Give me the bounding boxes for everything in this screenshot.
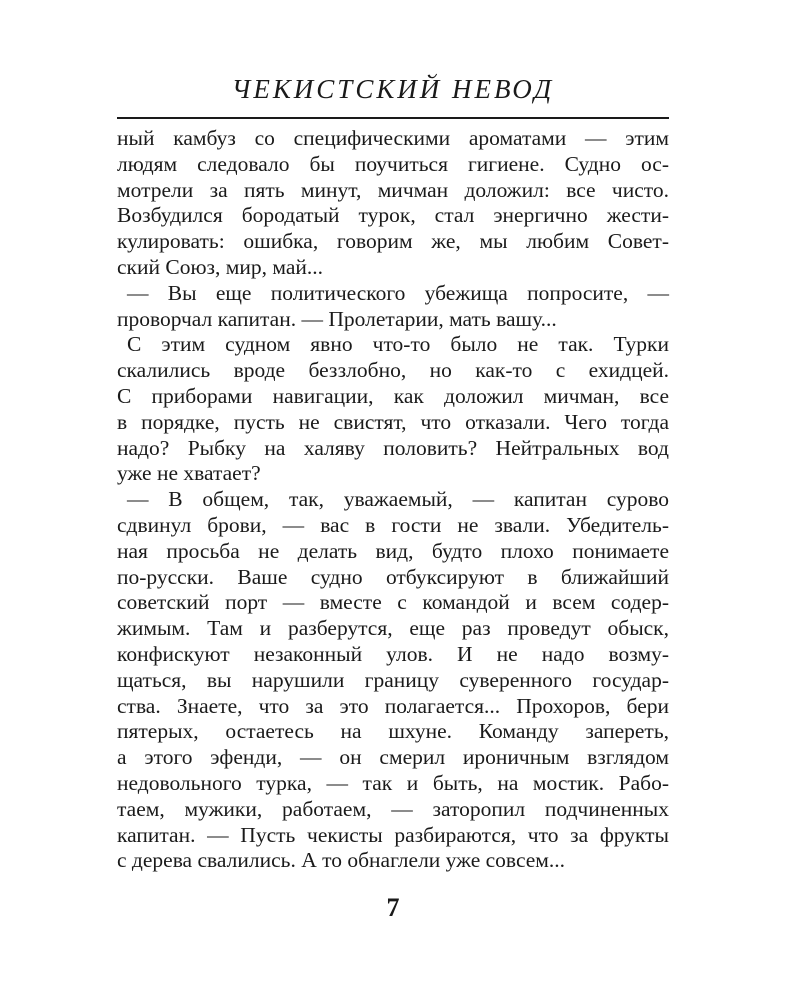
text-line: ства. Знаете, что за это полагается... Прохоров, бери <box>117 693 669 718</box>
text-line: недовольного турка, — так и быть, на мостик. Рабо- <box>117 770 669 795</box>
text-line: таем, мужики, работаем, — заторопил подчиненных <box>117 796 669 821</box>
text-line: с дерева свалились. А то обнаглели уже совсем... <box>117 848 566 873</box>
body-text <box>117 126 669 874</box>
text-line: по-русски. Ваше судно отбуксируют в ближайший <box>117 564 669 589</box>
header-rule <box>117 117 669 119</box>
text-line: капитан. — Пусть чекисты разбираются, что за фрукты <box>117 822 669 847</box>
text-line: пятерых, остаетесь на шхуне. Команду запереть, <box>117 719 669 744</box>
running-title: ЧЕКИСТСКИЙ НЕВОД <box>231 74 555 104</box>
text-line: а этого эфенди, — он смерил ироничным взглядом <box>117 745 669 770</box>
text-line: сдвинул брови, — вас в гости не звали. Убедитель- <box>117 512 669 537</box>
text-line: людям следовало бы поучиться гигиене. Судно ос- <box>117 151 669 176</box>
text-line: скалились вроде беззлобно, но как-то с ехидцей. <box>117 358 669 383</box>
text-line: С этим судном явно что-то было не так. Турки <box>127 332 669 357</box>
text-line: ная просьба не делать вид, будто плохо понимаете <box>117 538 669 563</box>
text-line: проворчал капитан. — Пролетарии, мать вашу... <box>117 306 557 331</box>
text-line: надо? Рыбку на халяву половить? Нейтральных вод <box>117 435 669 460</box>
text-line: ный камбуз со специфическими ароматами — этим <box>117 126 669 150</box>
text-line: уже не хватает? <box>117 461 261 486</box>
text-line: Возбудился бородатый турок, стал энергично жести- <box>117 203 669 228</box>
text-line: — Вы еще политического убежища попросите, — <box>127 280 669 305</box>
text-line: щаться, вы нарушили границу суверенного государ- <box>117 667 669 692</box>
page-number: 7 <box>386 893 400 922</box>
text-line: кулировать: ошибка, говорим же, мы любим Совет- <box>117 229 669 254</box>
text-line: советский порт — вместе с командой и всем содер- <box>117 590 669 615</box>
text-line: С приборами навигации, как доложил мичман, все <box>117 383 669 408</box>
text-line: мотрели за пять минут, мичман доложил: все чисто. <box>117 177 669 202</box>
text-line: — В общем, так, уважаемый, — капитан сурово <box>127 487 669 512</box>
text-line: ский Союз, мир, май... <box>117 254 324 279</box>
text-line: жимым. Там и разберутся, еще раз проведут обыск, <box>117 616 669 641</box>
text-line: конфискуют незаконный улов. И не надо возму- <box>117 641 669 666</box>
text-line: в порядке, пусть не свистят, что отказали. Чего тогда <box>117 409 669 434</box>
